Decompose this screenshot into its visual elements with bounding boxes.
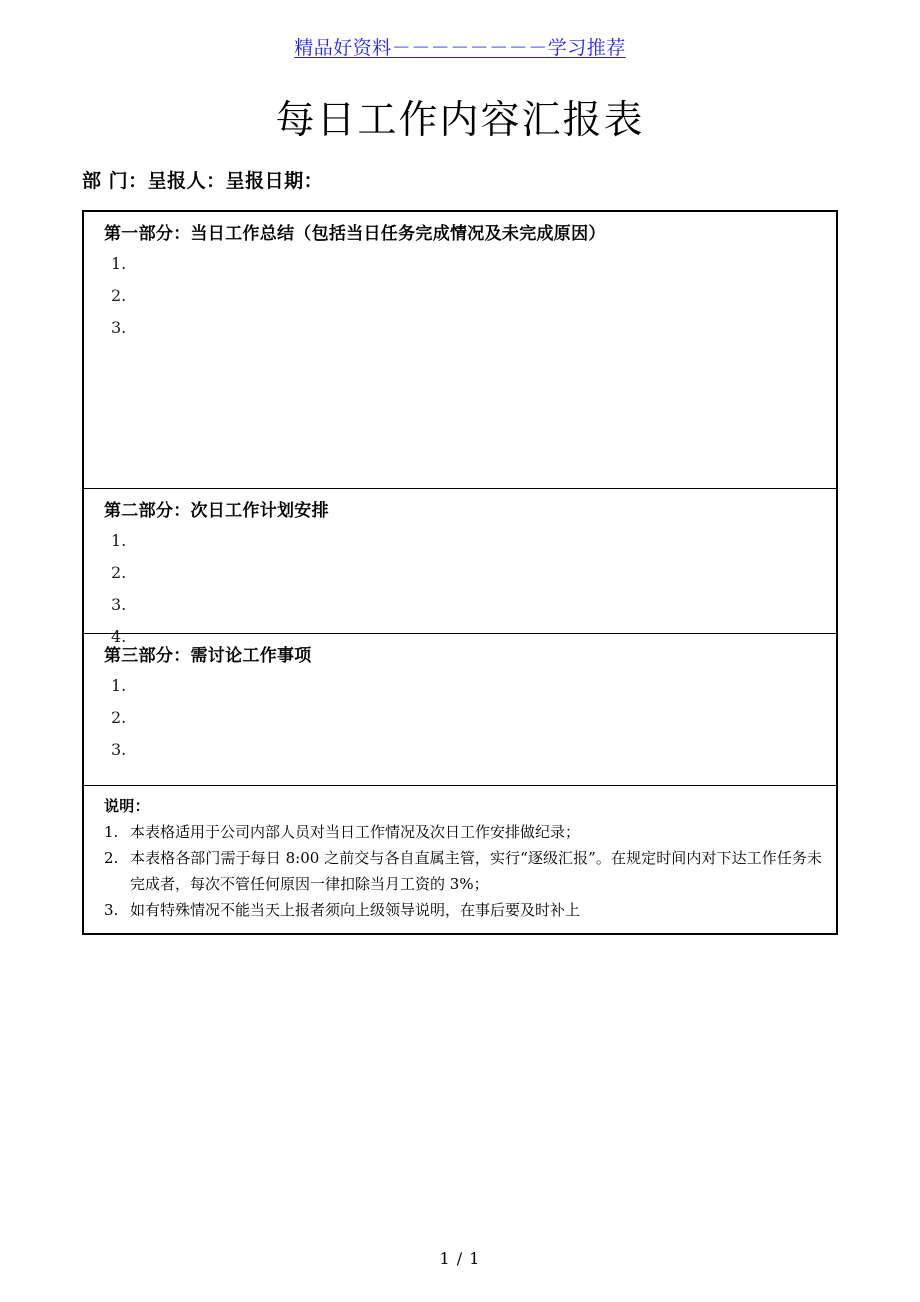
instruction-number: 1. (104, 823, 119, 841)
section-discussion-items (84, 634, 836, 786)
instruction-text: 如有特殊情况不能当天上报者须向上级领导说明，在事后要及时补上 (130, 901, 581, 919)
section-next-day-plan (84, 489, 836, 646)
list-item[interactable]: 2. (111, 563, 127, 582)
instruction-item (84, 845, 836, 897)
instruction-item (84, 897, 836, 923)
section-heading: 第二部分：次日工作计划安排 (104, 501, 329, 521)
list-item[interactable]: 4. (111, 627, 127, 646)
section-item-list (84, 670, 836, 766)
section-heading: 第三部分：需讨论工作事项 (104, 646, 312, 666)
list-item[interactable]: 3. (111, 595, 127, 614)
instruction-text: 本表格适用于公司内部人员对当日工作情况及次日工作安排做纪录； (130, 823, 581, 841)
section-work-summary (84, 212, 836, 489)
list-item[interactable]: 3. (111, 740, 127, 759)
section-instructions (84, 786, 836, 933)
section-heading: 第一部分：当日工作总结（包括当日任务完成情况及未完成原因） (104, 224, 606, 244)
daily-report-table (82, 210, 838, 935)
list-item[interactable]: 2. (111, 286, 127, 305)
instruction-number: 2. (104, 849, 119, 867)
list-item[interactable]: 1. (111, 254, 127, 273)
instruction-number: 3. (104, 901, 119, 919)
meta-fields-line: 部 门：呈报人：呈报日期： (82, 170, 324, 192)
promo-header-text: 精品好资料－－－－－－－－学习推荐 (294, 37, 626, 59)
section-item-list (84, 248, 836, 344)
list-item[interactable]: 1. (111, 676, 127, 695)
list-item[interactable]: 2. (111, 708, 127, 727)
list-item[interactable]: 3. (111, 318, 127, 337)
instructions-list (84, 819, 836, 923)
page-number-footer: 1 / 1 (439, 1249, 481, 1268)
instruction-text: 本表格各部门需于每日 8:00 之前交与各自直属主管，实行“逐级汇报”。在规定时间内对下达工作任务未完成者，每次不管任何原因一律扣除当月工资的 3%； (130, 849, 822, 893)
instructions-heading: 说明： (104, 797, 150, 815)
list-item[interactable]: 1. (111, 531, 127, 550)
document-title: 每日工作内容汇报表 (275, 98, 645, 143)
promo-header (0, 36, 920, 60)
instruction-item (84, 819, 836, 845)
